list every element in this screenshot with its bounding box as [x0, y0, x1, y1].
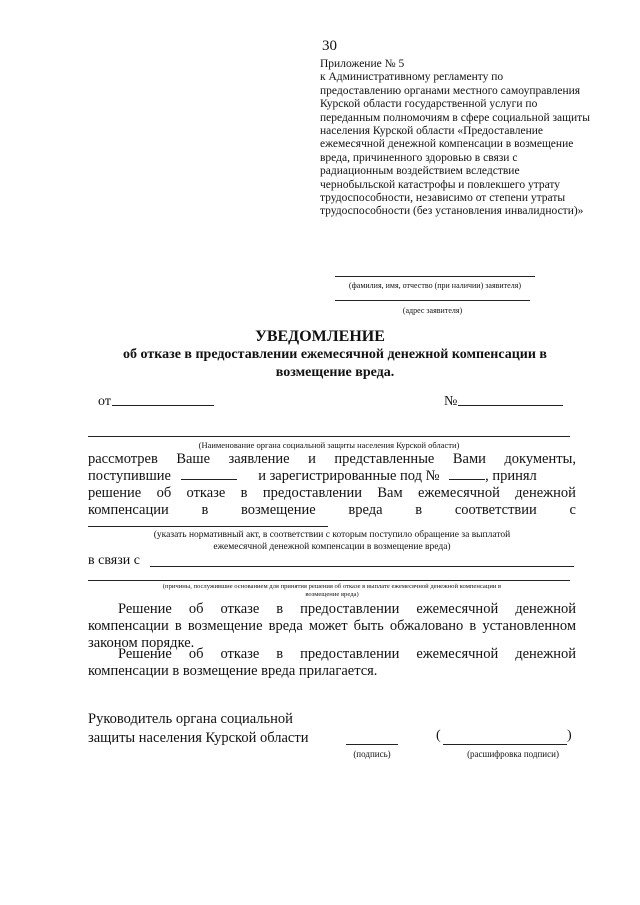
page-number: 30: [322, 38, 337, 54]
number-label: №: [444, 394, 458, 409]
signer-line: защиты населения Курской области: [88, 730, 309, 746]
registration-number-field[interactable]: [449, 468, 485, 480]
appendix-line: ежемесячной денежной компенсации в возмещение: [320, 138, 574, 151]
document-subtitle: [90, 346, 580, 382]
body-word: поступившие: [88, 468, 171, 484]
body-line-4: [88, 502, 576, 519]
body-word: об: [156, 485, 172, 501]
appeal-paragraph: [88, 601, 576, 652]
due-to-label: в связи с: [88, 553, 140, 568]
attached-text: Решение об отказе в предоставлении ежемесячной денежной компенсации в возмещение вреда прилагается.: [88, 646, 576, 679]
received-date-field[interactable]: [181, 468, 237, 480]
applicant-name-line[interactable]: [335, 276, 535, 277]
body-word: рассмотрев: [88, 451, 158, 467]
body-word: представленные: [334, 451, 435, 467]
from-label: от: [98, 394, 111, 409]
date-field-line[interactable]: [112, 405, 214, 406]
body-word: и зарегистрированные под №: [258, 468, 440, 484]
reasons-line[interactable]: [88, 580, 570, 581]
applicant-address-line[interactable]: [335, 300, 530, 301]
number-field-line[interactable]: [458, 405, 563, 406]
signature-caption: (подпись): [353, 749, 391, 759]
body-word: Ваше: [176, 451, 211, 467]
body-word: , принял: [485, 468, 537, 484]
signature-decode-line[interactable]: [443, 744, 567, 745]
body-word: Вами: [452, 451, 486, 467]
body-word: возмещение: [241, 502, 316, 518]
body-word: денежной: [515, 485, 576, 501]
appendix-line: трудоспособности, независимо от степени утраты: [320, 192, 566, 205]
appendix-line: предоставлению органами местного самоуправления: [320, 84, 581, 97]
appendix-line: Курской области государственной услуги по: [320, 98, 538, 111]
subtitle-line: об отказе в предоставлении ежемесячной денежной компенсации в: [123, 347, 547, 362]
appendix-line: чернобыльской катастрофы и повлекшего утрату: [320, 178, 561, 191]
subtitle-line: возмещение вреда.: [275, 365, 395, 380]
appendix-line: вреда, причиненного здоровью в связи с: [320, 151, 518, 164]
body-word: решение: [88, 485, 142, 501]
body-line-3: [88, 485, 576, 502]
attached-paragraph: [88, 646, 576, 680]
reasons-caption-1: (причины, послужившие основанием для принятия решения об отказе в выплате ежемесячной денежной компенсации в: [162, 583, 502, 590]
reasons-caption-2: возмещение вреда): [305, 591, 359, 598]
body-word: вреда: [348, 502, 383, 518]
body-word: и: [308, 451, 316, 467]
body-line-1: [88, 451, 576, 468]
body-word: в: [415, 502, 423, 518]
body-word: с: [569, 502, 576, 518]
body-word: предоставлении: [262, 485, 363, 501]
signature-line[interactable]: [346, 744, 398, 745]
appendix-line: к Административному регламенту по: [320, 71, 504, 84]
appendix-header: [320, 58, 600, 219]
appendix-line: переданным полномочиям в сфере социальной защиты: [320, 111, 590, 124]
normative-act-line[interactable]: [88, 526, 328, 527]
signer-block: [88, 710, 308, 748]
body-line-2: [88, 468, 576, 485]
body-word: ежемесячной: [417, 485, 500, 501]
body-word: Вам: [377, 485, 403, 501]
applicant-name-caption: (фамилия, имя, отчество (при наличии) заявителя): [348, 281, 522, 290]
body-word: в: [201, 502, 209, 518]
organ-name-line[interactable]: [88, 436, 570, 437]
applicant-address-caption: (адрес заявителя): [402, 306, 463, 315]
normative-act-caption-2: ежемесячной денежной компенсации в возмещение вреда): [213, 542, 451, 552]
paren-close: ): [567, 728, 572, 743]
appendix-line: трудоспособности (без установления инвалидности)»: [320, 205, 584, 218]
body-word: заявление: [228, 451, 290, 467]
appendix-line: населения Курской области «Предоставление: [320, 125, 543, 138]
paren-open: (: [436, 728, 441, 743]
document-title: УВЕДОМЛЕНИЕ: [255, 328, 385, 345]
normative-act-caption-1: (указать нормативный акт, в соответствии с которым поступило обращение за выплатой: [153, 530, 511, 540]
appendix-line: радиационным воздействием вследствие: [320, 165, 520, 178]
body-word: соответствии: [454, 502, 537, 518]
appendix-line: Приложение № 5: [320, 58, 405, 70]
signature-decode-caption: (расшифровка подписи): [467, 749, 559, 759]
body-word: отказе: [186, 485, 226, 501]
appeal-text: Решение об отказе в предоставлении ежемесячной денежной компенсации в возмещение вреда может быть обжаловано в установленном законом порядке.: [88, 601, 576, 651]
signer-line: Руководитель органа социальной: [88, 711, 293, 727]
due-to-line[interactable]: [150, 566, 574, 567]
organ-name-caption: (Наименование органа социальной защиты населения Курской области): [198, 440, 460, 450]
body-word: в: [240, 485, 248, 501]
body-word: документы,: [504, 451, 576, 467]
body-word: компенсации: [88, 502, 169, 518]
